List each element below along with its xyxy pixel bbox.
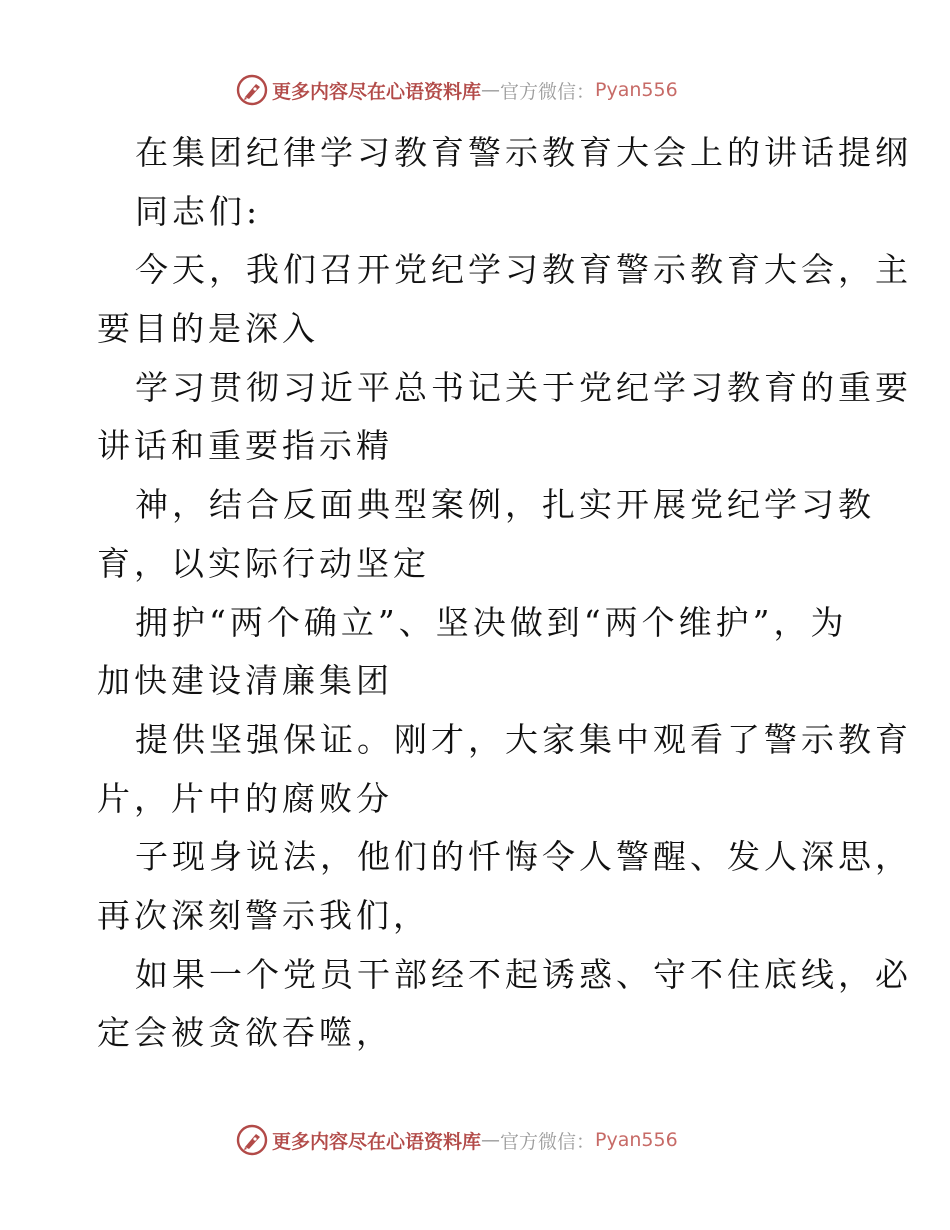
text-line: 加快建设清廉集团 [97,661,393,701]
pen-nib-logo-icon [236,1124,268,1156]
text-line: 提供坚强保证。刚才，大家集中观看了警示教育 [135,719,912,759]
text-line: 要目的是深入 [97,309,319,349]
text-line: 如果一个党员干部经不起诱惑、守不住底线，必 [135,954,912,994]
watermark-wechat-label: 官方微信： [500,1130,596,1153]
text-line: 神，结合反面典型案例，扎实开展党纪学习教 [135,485,875,525]
header-watermark-banner [236,72,678,108]
text-line: 育，以实际行动坚定 [97,543,430,583]
watermark-main-text: 更多内容尽在心语资料库 [272,1130,482,1153]
watermark-wechat-id: Pyan556 [595,79,678,101]
text-line: 再次深刻警示我们， [97,895,430,935]
text-line: 定会被贪欲吞噬， [97,1013,393,1053]
watermark-wechat-label: 官方微信： [500,80,596,103]
footer-watermark-banner [236,1122,678,1158]
text-line: 学习贯彻习近平总书记关于党纪学习教育的重要 [135,367,912,407]
text-line: 讲话和重要指示精 [97,426,393,466]
document-body [97,124,912,1063]
watermark-separator: — [481,79,501,101]
text-line: 今天，我们召开党纪学习教育警示教育大会，主 [135,250,912,290]
text-line: 拥护“两个确立”、坚决做到“两个维护”，为 [135,602,848,642]
text-line: 子现身说法，他们的忏悔令人警醒、发人深思， [135,837,912,877]
document-title: 在集团纪律学习教育警示教育大会上的讲话提纲 [135,133,912,172]
watermark-wechat-id: Pyan556 [595,1129,678,1151]
pen-nib-logo-icon [236,74,268,106]
text-line: 片，片中的腐败分 [97,778,393,818]
salutation: 同志们: [135,191,262,231]
watermark-main-text: 更多内容尽在心语资料库 [272,80,482,103]
watermark-separator: — [481,1129,501,1151]
